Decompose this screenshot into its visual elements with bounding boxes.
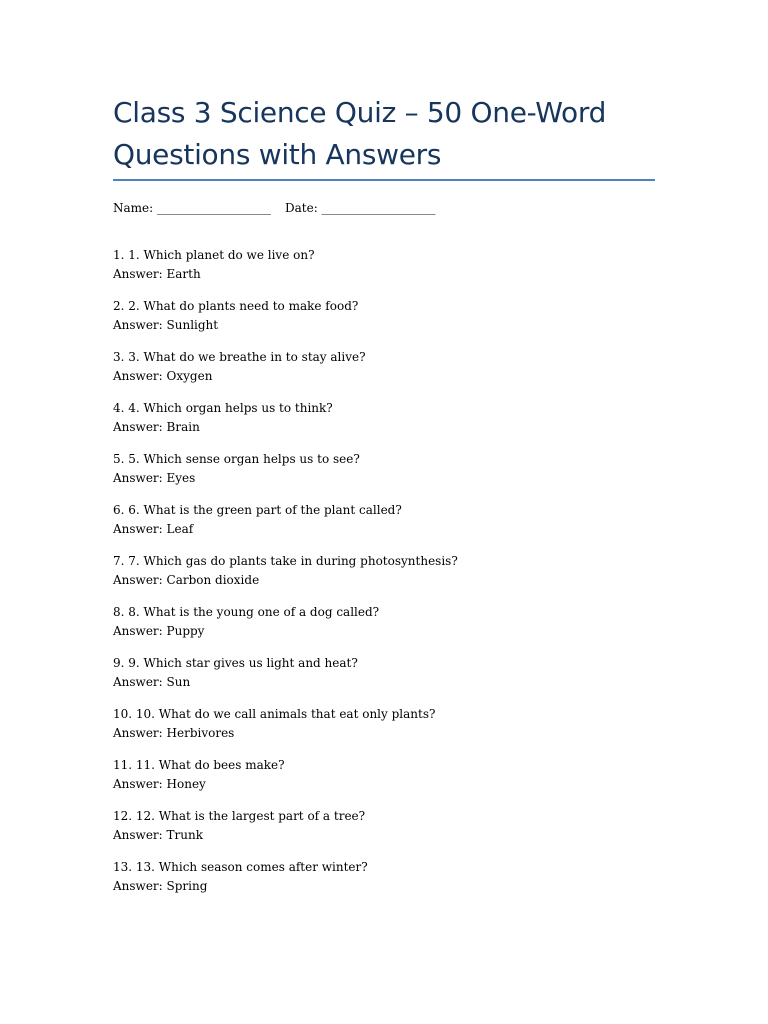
question-item bbox=[113, 807, 658, 845]
answer-text: Answer: Earth bbox=[113, 267, 201, 281]
name-date-line bbox=[113, 201, 658, 215]
answer-text: Answer: Brain bbox=[113, 420, 200, 434]
question-text: 5. 5. Which sense organ helps us to see? bbox=[113, 452, 360, 466]
question-item bbox=[113, 552, 658, 590]
answer-text: Answer: Spring bbox=[113, 879, 208, 893]
answer-text: Answer: Oxygen bbox=[113, 369, 213, 383]
question-item bbox=[113, 501, 658, 539]
question-item bbox=[113, 705, 658, 743]
question-text: 3. 3. What do we breathe in to stay alive? bbox=[113, 350, 366, 364]
answer-text: Answer: Sunlight bbox=[113, 318, 219, 332]
answer-text: Answer: Honey bbox=[113, 777, 206, 791]
title-underline bbox=[113, 179, 655, 181]
answer-text: Answer: Puppy bbox=[113, 624, 205, 638]
question-item bbox=[113, 858, 658, 896]
answer-text: Answer: Sun bbox=[113, 675, 191, 689]
question-text: 6. 6. What is the green part of the plant called? bbox=[113, 503, 402, 517]
question-text: 7. 7. Which gas do plants take in during photosynthesis? bbox=[113, 554, 458, 568]
question-item bbox=[113, 297, 658, 335]
question-text: 10. 10. What do we call animals that eat only plants? bbox=[113, 707, 436, 721]
question-item bbox=[113, 450, 658, 488]
question-text: 1. 1. Which planet do we live on? bbox=[113, 248, 315, 262]
question-text: 13. 13. Which season comes after winter? bbox=[113, 860, 368, 874]
question-text: 8. 8. What is the young one of a dog called? bbox=[113, 605, 380, 619]
question-item bbox=[113, 399, 658, 437]
question-item bbox=[113, 654, 658, 692]
question-text: 9. 9. Which star gives us light and heat? bbox=[113, 656, 358, 670]
question-text: 11. 11. What do bees make? bbox=[113, 758, 285, 772]
answer-text: Answer: Trunk bbox=[113, 828, 203, 842]
answer-text: Answer: Herbivores bbox=[113, 726, 235, 740]
answer-text: Answer: Leaf bbox=[113, 522, 194, 536]
document-page bbox=[113, 92, 658, 909]
question-text: 12. 12. What is the largest part of a tree? bbox=[113, 809, 366, 823]
question-item bbox=[113, 603, 658, 641]
question-text: 2. 2. What do plants need to make food? bbox=[113, 299, 359, 313]
name-field: Name: ___________________ bbox=[113, 201, 271, 215]
question-item bbox=[113, 756, 658, 794]
question-item bbox=[113, 348, 658, 386]
answer-text: Answer: Carbon dioxide bbox=[113, 573, 260, 587]
question-text: 4. 4. Which organ helps us to think? bbox=[113, 401, 333, 415]
date-field: Date: ___________________ bbox=[285, 201, 436, 215]
document-title: Class 3 Science Quiz – 50 One-Word Questions with Answers bbox=[113, 96, 607, 171]
answer-text: Answer: Eyes bbox=[113, 471, 196, 485]
question-item bbox=[113, 246, 658, 284]
question-list bbox=[113, 246, 658, 896]
